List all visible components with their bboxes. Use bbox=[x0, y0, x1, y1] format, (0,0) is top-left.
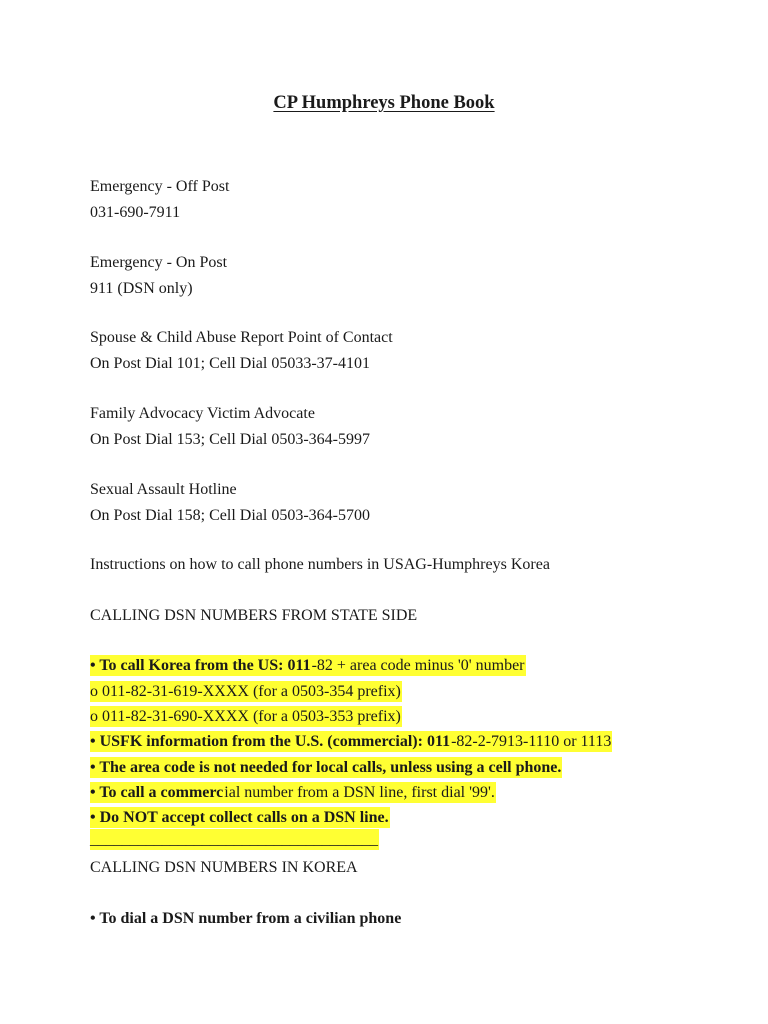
contact-label-emergency-on-post: Emergency - On Post bbox=[90, 254, 228, 271]
sub-bullet-354-prefix bbox=[90, 682, 402, 702]
bullet-call-korea-bold: • To call Korea from the US: 011 bbox=[90, 657, 311, 674]
sub-bullet-354-text: o 011-82-31-619-XXXX (for a 0503-354 prefix) bbox=[90, 683, 401, 700]
bullet-call-korea-rest: -82 + area code minus '0' number bbox=[311, 657, 525, 674]
divider-line bbox=[90, 830, 379, 850]
contact-label-emergency-off-post: Emergency - Off Post bbox=[90, 178, 230, 195]
contact-value-emergency-on-post: 911 (DSN only) bbox=[90, 280, 193, 297]
bullet-dsn-from-civilian: • To dial a DSN number from a civilian phone bbox=[90, 910, 402, 927]
contact-value-emergency-off-post: 031-690-7911 bbox=[90, 204, 181, 221]
sub-bullet-353-text: o 011-82-31-690-XXXX (for a 0503-353 prefix) bbox=[90, 708, 401, 725]
bullet-collect-calls-text: • Do NOT accept collect calls on a DSN line. bbox=[90, 809, 389, 826]
sub-bullet-353-prefix bbox=[90, 707, 402, 727]
contact-label-victim-advocate: Family Advocacy Victim Advocate bbox=[90, 405, 315, 422]
section-heading-korea: CALLING DSN NUMBERS IN KOREA bbox=[90, 859, 358, 876]
bullet-call-korea-from-us bbox=[90, 656, 526, 676]
bullet-area-code-text: • The area code is not needed for local calls, unless using a cell phone. bbox=[90, 759, 562, 776]
contact-value-sexual-assault-hotline: On Post Dial 158; Cell Dial 0503-364-5700 bbox=[90, 507, 370, 524]
contact-label-abuse-report: Spouse & Child Abuse Report Point of Contact bbox=[90, 329, 393, 346]
section-heading-state-side: CALLING DSN NUMBERS FROM STATE SIDE bbox=[90, 607, 418, 624]
page-title: CP Humphreys Phone Book bbox=[273, 93, 495, 113]
bullet-area-code bbox=[90, 758, 562, 778]
instructions-heading: Instructions on how to call phone numbers in USAG-Humphreys Korea bbox=[90, 556, 550, 573]
contact-value-abuse-report: On Post Dial 101; Cell Dial 05033-37-4101 bbox=[90, 355, 370, 372]
bullet-commercial-rest: ial number from a DSN line, first dial '99'. bbox=[224, 784, 495, 801]
bullet-commercial-number bbox=[90, 783, 496, 803]
contact-label-sexual-assault-hotline: Sexual Assault Hotline bbox=[90, 481, 237, 498]
bullet-usfk-bold: • USFK information from the U.S. (commercial): 011 bbox=[90, 733, 451, 750]
bullet-collect-calls bbox=[90, 808, 390, 828]
divider-text: ____________________________________ bbox=[90, 831, 378, 848]
bullet-commercial-bold: • To call a commerc bbox=[90, 784, 224, 801]
bullet-usfk-information bbox=[90, 732, 612, 752]
contact-value-victim-advocate: On Post Dial 153; Cell Dial 0503-364-5997 bbox=[90, 431, 370, 448]
bullet-usfk-rest: -82-2-7913-1110 or 1113 bbox=[451, 733, 612, 750]
